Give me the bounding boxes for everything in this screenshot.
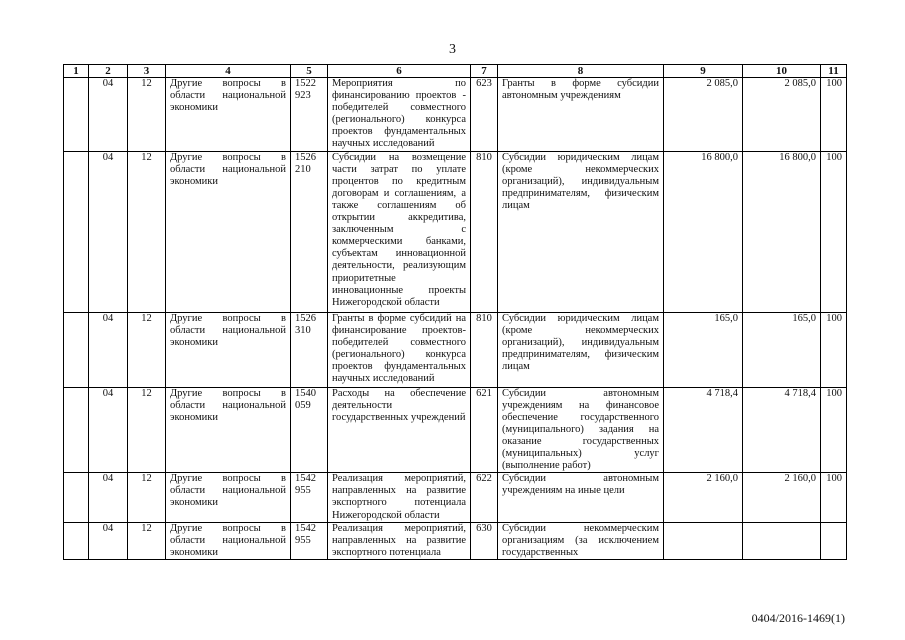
planned-amount-cell: 4 718,4 xyxy=(664,387,743,473)
column-header: 4 xyxy=(166,65,291,78)
section-name-cell: Другие вопросы в области национальной экономики xyxy=(166,473,291,522)
section-name-cell: Другие вопросы в области национальной экономики xyxy=(166,522,291,559)
subsection-cell: 12 xyxy=(128,473,166,522)
target-article-cell: 1540 059 xyxy=(291,387,328,473)
expense-type-cell: 622 xyxy=(471,473,498,522)
section-cell: 04 xyxy=(89,78,128,152)
row-number-cell xyxy=(64,312,89,387)
column-header: 5 xyxy=(291,65,328,78)
percent-cell: 100 xyxy=(821,151,847,312)
section-cell: 04 xyxy=(89,312,128,387)
column-header: 10 xyxy=(743,65,821,78)
actual-amount-cell: 165,0 xyxy=(743,312,821,387)
section-name-cell: Другие вопросы в области национальной экономики xyxy=(166,387,291,473)
table-row xyxy=(64,78,847,152)
subsection-cell: 12 xyxy=(128,78,166,152)
section-name-cell: Другие вопросы в области национальной экономики xyxy=(166,312,291,387)
column-header: 9 xyxy=(664,65,743,78)
actual-amount-cell xyxy=(743,522,821,559)
percent-cell: 100 xyxy=(821,78,847,152)
row-number-cell xyxy=(64,473,89,522)
table-row xyxy=(64,387,847,473)
page-number: 3 xyxy=(449,42,456,57)
row-number-cell xyxy=(64,78,89,152)
percent-cell: 100 xyxy=(821,387,847,473)
percent-cell xyxy=(821,522,847,559)
section-cell: 04 xyxy=(89,151,128,312)
budget-table xyxy=(63,64,847,560)
subsection-cell: 12 xyxy=(128,522,166,559)
expense-type-name-cell: Субсидии юридическим лицам (кроме некоммерческих организаций), индивидуальным предпринимателям, физическим лицам xyxy=(498,312,664,387)
expense-type-cell: 810 xyxy=(471,312,498,387)
planned-amount-cell: 2 085,0 xyxy=(664,78,743,152)
expense-type-name-cell: Субсидии автономным учреждениям на финансовое обеспечение государственного (муниципального) задания на оказание государственных (муниципальных) услуг (выполнение работ) xyxy=(498,387,664,473)
percent-cell: 100 xyxy=(821,473,847,522)
actual-amount-cell: 2 085,0 xyxy=(743,78,821,152)
target-article-cell: 1526 310 xyxy=(291,312,328,387)
column-header: 3 xyxy=(128,65,166,78)
table-row xyxy=(64,151,847,312)
target-article-cell: 1522 923 xyxy=(291,78,328,152)
column-header: 7 xyxy=(471,65,498,78)
expense-type-name-cell: Субсидии юридическим лицам (кроме некоммерческих организаций), индивидуальным предпринимателям, физическим лицам xyxy=(498,151,664,312)
column-header: 11 xyxy=(821,65,847,78)
target-article-cell: 1542 955 xyxy=(291,522,328,559)
expense-type-cell: 621 xyxy=(471,387,498,473)
column-header: 2 xyxy=(89,65,128,78)
expense-type-cell: 623 xyxy=(471,78,498,152)
planned-amount-cell: 2 160,0 xyxy=(664,473,743,522)
row-number-cell xyxy=(64,522,89,559)
subsection-cell: 12 xyxy=(128,151,166,312)
target-article-cell: 1542 955 xyxy=(291,473,328,522)
expense-type-name-cell: Субсидии некоммерческим организациям (за исключением государственных xyxy=(498,522,664,559)
actual-amount-cell: 16 800,0 xyxy=(743,151,821,312)
document-code: 0404/2016-1469(1) xyxy=(751,611,845,625)
table-row xyxy=(64,312,847,387)
expense-type-cell: 810 xyxy=(471,151,498,312)
target-article-name-cell: Расходы на обеспечение деятельности государственных учреждений xyxy=(328,387,471,473)
planned-amount-cell: 165,0 xyxy=(664,312,743,387)
target-article-name-cell: Реализация мероприятий, направленных на развитие экспортного потенциала Нижегородской области xyxy=(328,473,471,522)
table-row xyxy=(64,522,847,559)
subsection-cell: 12 xyxy=(128,387,166,473)
target-article-name-cell: Субсидии на возмещение части затрат по уплате процентов по кредитным договорам и соглашениям, а также соглашениям об открытии аккредитива, заключенным с коммерческими банками, субъектам инновационной деятельности, реализующим приоритетные инновационные проекты Нижегородской области xyxy=(328,151,471,312)
column-header: 8 xyxy=(498,65,664,78)
subsection-cell: 12 xyxy=(128,312,166,387)
percent-cell: 100 xyxy=(821,312,847,387)
section-name-cell: Другие вопросы в области национальной экономики xyxy=(166,151,291,312)
planned-amount-cell: 16 800,0 xyxy=(664,151,743,312)
column-header: 6 xyxy=(328,65,471,78)
expense-type-name-cell: Субсидии автономным учреждениям на иные цели xyxy=(498,473,664,522)
target-article-name-cell: Гранты в форме субсидий на финансирование проектов-победителей совместного (регионального) конкурса проектов фундаментальных научных исследований xyxy=(328,312,471,387)
expense-type-cell: 630 xyxy=(471,522,498,559)
target-article-name-cell: Мероприятия по финансированию проектов - победителей совместного (регионального) конкурса проектов фундаментальных научных исследований xyxy=(328,78,471,152)
column-header: 1 xyxy=(64,65,89,78)
section-cell: 04 xyxy=(89,473,128,522)
row-number-cell xyxy=(64,387,89,473)
section-cell: 04 xyxy=(89,522,128,559)
section-name-cell: Другие вопросы в области национальной экономики xyxy=(166,78,291,152)
planned-amount-cell xyxy=(664,522,743,559)
table-header-row xyxy=(64,65,847,78)
section-cell: 04 xyxy=(89,387,128,473)
actual-amount-cell: 2 160,0 xyxy=(743,473,821,522)
target-article-name-cell: Реализация мероприятий, направленных на развитие экспортного потенциала xyxy=(328,522,471,559)
table-row xyxy=(64,473,847,522)
row-number-cell xyxy=(64,151,89,312)
actual-amount-cell: 4 718,4 xyxy=(743,387,821,473)
target-article-cell: 1526 210 xyxy=(291,151,328,312)
expense-type-name-cell: Гранты в форме субсидии автономным учреждениям xyxy=(498,78,664,152)
